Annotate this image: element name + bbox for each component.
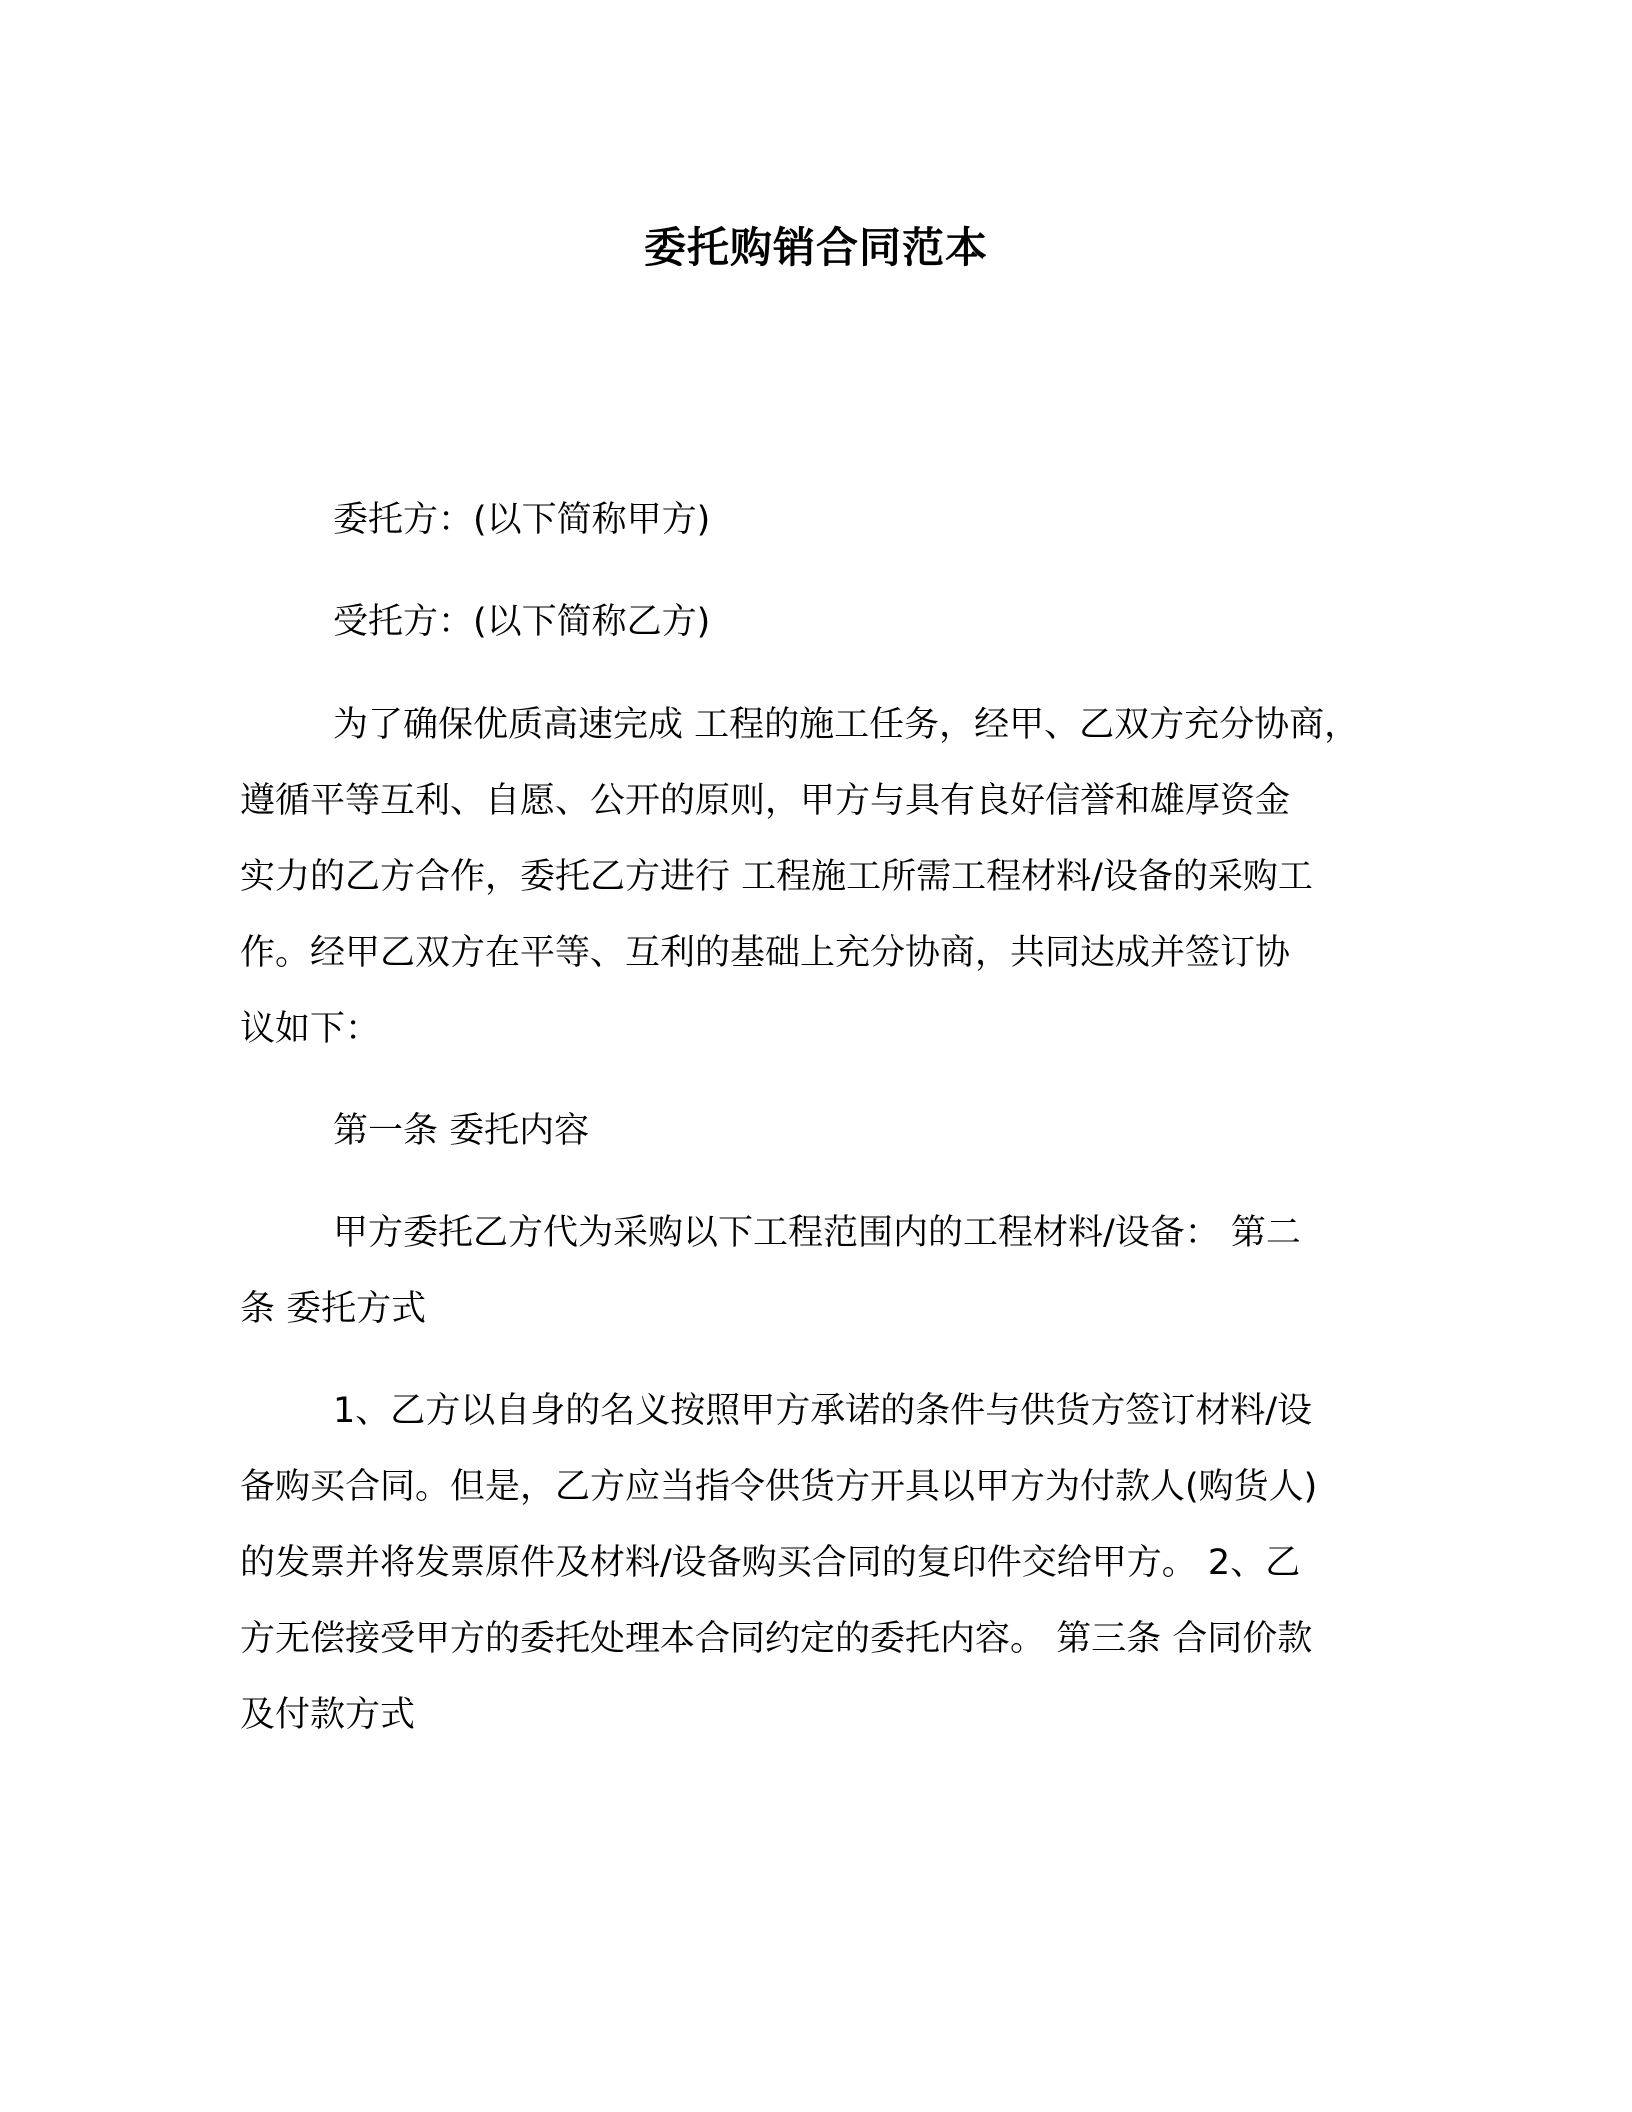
article-2-body-line-1: 1、乙方以自身的名义按照甲方承诺的条件与供货方签订材料/设	[333, 1391, 1313, 1431]
article-2-body-line-2: 备购买合同。但是，乙方应当指令供货方开具以甲方为付款人(购货人)	[240, 1467, 1318, 1507]
preamble-line-2: 遵循平等互利、自愿、公开的原则，甲方与具有良好信誉和雄厚资金	[240, 781, 1291, 821]
article-1-heading: 第一条 委托内容	[333, 1111, 590, 1151]
article-2-body-line-4: 方无偿接受甲方的委托处理本合同约定的委托内容。 第三条 合同价款	[240, 1619, 1313, 1659]
page-title: 委托购销合同范本	[643, 223, 988, 272]
article-1-body-line-1: 甲方委托乙方代为采购以下工程范围内的工程材料/设备： 第二	[333, 1213, 1301, 1253]
preamble-line-5: 议如下：	[240, 1009, 381, 1049]
article-2-body-line-3: 的发票并将发票原件及材料/设备购买合同的复印件交给甲方。 2、乙	[240, 1543, 1301, 1583]
preamble-line-3: 实力的乙方合作，委托乙方进行 工程施工所需工程材料/设备的采购工	[240, 857, 1313, 897]
article-2-body-line-5: 及付款方式	[240, 1695, 416, 1735]
preamble-line-4: 作。经甲乙双方在平等、互利的基础上充分协商，共同达成并签订协	[240, 933, 1291, 973]
party-b-line: 受托方：(以下简称乙方)	[333, 602, 711, 642]
article-1-body-line-2: 条 委托方式	[240, 1289, 427, 1329]
party-a-line: 委托方：(以下简称甲方)	[333, 500, 711, 540]
preamble-line-1: 为了确保优质高速完成 工程的施工任务，经甲、乙双方充分协商，	[333, 705, 1360, 745]
